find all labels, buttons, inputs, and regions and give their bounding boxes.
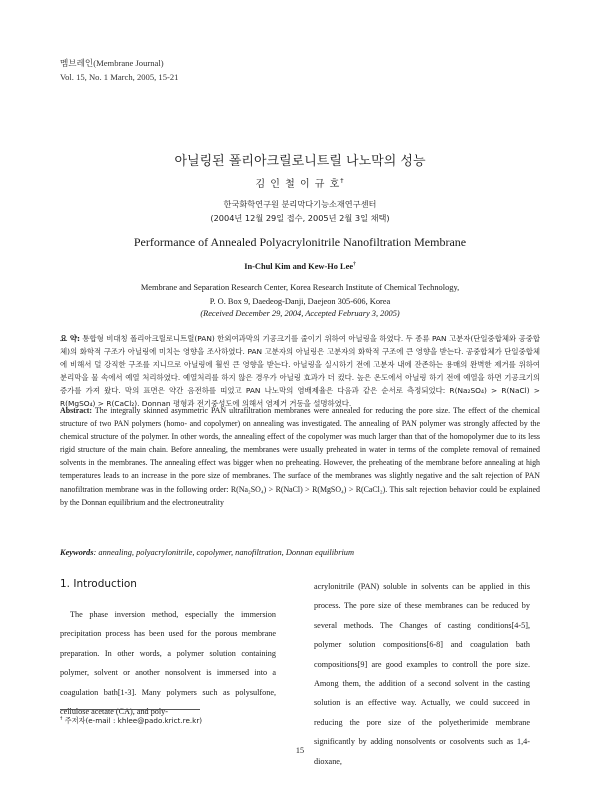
body-paragraph-right: acrylonitrile (PAN) soluble in solvents can be applied in this process. The pore size of these membranes can be reduced by several methods. The Changes of casting conditions[4-5], polymer solution compositions[6-8] and coagulation bath compositions[9] are good examples to controll the pore size. Among them, the addition of a second solvent in the casting solution is an effective way. Actually, we could succeed in reducing the pore size of the polyetherimide membrane significantly by adding nonsolvents or cosolvents such as 1,4-dioxane, xyxy=(314,582,530,766)
affiliation-korean xyxy=(0,197,600,225)
abstract-korean xyxy=(60,332,540,411)
section-heading-introduction: 1. Introduction xyxy=(60,578,137,590)
affiliation-english xyxy=(0,281,600,309)
journal-name: 멤브레인(Membrane Journal) xyxy=(60,58,164,68)
corresponding-mark-en: † xyxy=(353,261,356,267)
abstract-korean-text: 통합형 비대칭 폴리아크릴로니트릴(PAN) 한외여과막의 기공크기를 줄이기 위하여 아닐링을 하였다. 두 종류 PAN 고분자(단일중합체와 공중합체)의 화학적 구조가 아닐링에 미치는 영향을 조사하였다. PAN 고분자의 아닐링은 고분자의 화학적 구조에 큰 영향을 받는다. 공중합체가 단일중합체에 비해서 덜 강직한 구조를 지니므로 아닐링에 훨씬 큰 영향을 받는다. 아닐링을 실시하기 전에 고분자 내에 잔존하는 용매의 완벽한 제거를 위하여 분리막을 물 속에서 예열 처리하였다. 예열처리를 하지 않은 경우가 아닐링 효과가 더 컸다. 높은 온도에서 아닐링 하기 전에 예열을 하면 기공크기의 증가를 가져 왔다. 막의 표면은 약간 음전하를 띠었고 PAN 나노막의 염배제율은 다음과 같은 순서로 측정되었다: R(Na₂SO₄) > R(NaCl) > R(MgSO₄) > R(CaCl₂). Donnan 평형과 전기중성도에 의해서 염제거 거동을 설명하였다. xyxy=(60,334,540,409)
title-korean: 아닐링된 폴리아크릴로니트릴 나노막의 성능 xyxy=(174,154,426,169)
page-number: 15 xyxy=(295,746,305,755)
title-english: Performance of Annealed Polyacrylonitrile Nanofiltration Membrane xyxy=(133,235,467,249)
body-column-right xyxy=(314,577,530,771)
authors-korean-names: 김 인 철 이 규 호 xyxy=(255,179,341,190)
abstract-english xyxy=(60,404,540,509)
abstract-korean-label: 요 약: xyxy=(60,334,80,343)
affiliation-english-line-2: P. O. Box 9, Daedeog-Danji, Daejeon 305-606, Korea xyxy=(209,297,391,306)
keywords-text: : annealing, polyacrylonitrile, copolymer, nanofiltration, Donnan equilibrium xyxy=(93,548,355,557)
dates-korean: (2004년 12월 29일 접수, 2005년 2월 3일 채택) xyxy=(210,213,390,223)
abstract-english-label: Abstract: xyxy=(60,406,92,415)
keywords xyxy=(60,548,354,557)
journal-header xyxy=(60,56,178,84)
keywords-label: Keywords xyxy=(60,548,94,557)
authors-english xyxy=(0,261,600,271)
footnote xyxy=(60,716,202,726)
authors-english-names: In-Chul Kim and Kew-Ho Lee xyxy=(244,261,354,271)
footnote-text: 주저자(e-mail : khlee@pado.krict.re.kr) xyxy=(64,716,203,725)
affiliation-english-line-1: Membrane and Separation Research Center, Korea Research Institute of Chemical Technology, xyxy=(140,283,460,292)
footnote-mark: † xyxy=(60,716,63,722)
body-paragraph-left: The phase inversion method, especially the immersion precipitation process has been used for the porous membrane preparation. In other words, a polymer solution containing polymer, solvent or another nonsolvent is immersed into a coagulation bath[1-3]. Many polymers such as polysulfone, cellulose acetate (CA), and poly- xyxy=(60,610,276,717)
journal-volume: Vol. 15, No. 1 March, 2005, 15-21 xyxy=(60,72,179,82)
affiliation-korean-name: 한국화학연구원 분리막다기능소재연구센터 xyxy=(223,199,377,209)
authors-korean xyxy=(0,175,600,190)
footnote-divider xyxy=(60,709,200,710)
abstract-english-text: The integrally skinned asymmetric PAN ultrafiltration membranes were annealed for reducing the pore size. The effect of the chemical structure of two PAN polymers (homo- and copolymer) on annealing was investigated. The annealing of PAN polymer was strongly affected by the chemical structure of the polymer. In other words, the annealing effect of the copolymer was much larger than that of the homopolymer due to its less rigid structure of the main chain. Before annealing, the membranes were usually preheated in water in terms of the complete removal of remained solvents in the membranes. The annealing effect was bigger when no preheating. However, the preheating of the membrane before annealing at high temperatures leads to an increase in the pore size of membranes. The surface of the membranes was slightly negative and the salt rejection of PAN nanofiltration membrane was in the following order: R(Na₂SO₄) > R(NaCl) > R(MgSO₄) > R(CaCl₂). This salt rejection behavior could be explained by the Donnan equilibrium and the electroneutrality xyxy=(60,406,540,507)
corresponding-mark: † xyxy=(340,176,345,185)
received-dates: (Received December 29, 2004, Accepted February 3, 2005) xyxy=(200,309,400,318)
body-column-left xyxy=(60,605,276,721)
